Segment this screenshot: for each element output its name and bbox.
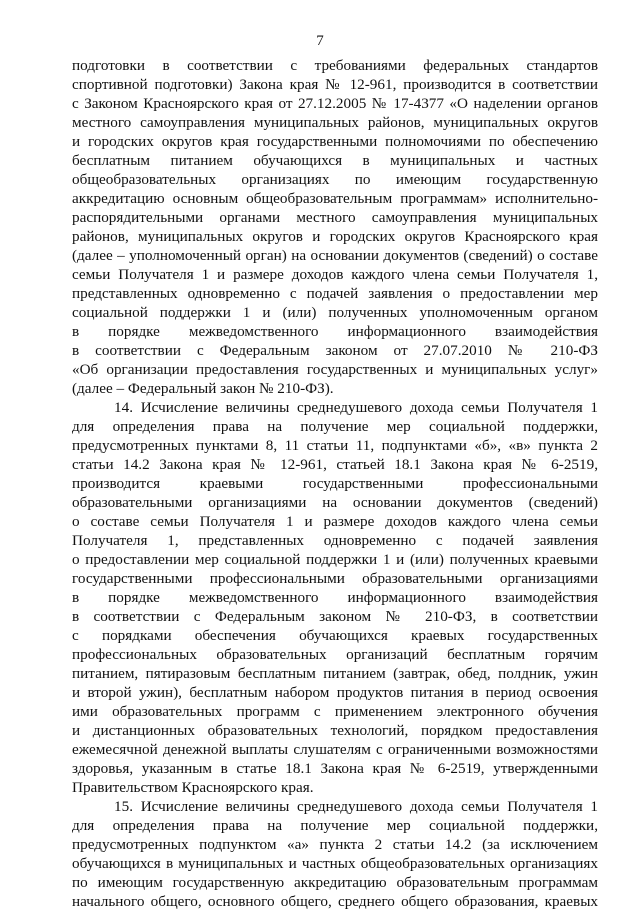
text-line: Получателя 1, представленных одновременно с подачей заявления [72,532,598,549]
text-line: начального общего, основного общего, среднего общего образования, краевых [72,893,598,910]
text-line: спортивной подготовки) Закона края № 12-961, производится в соответствии [72,76,598,93]
text-line: социальной поддержки 1 и (или) полученных уполномоченным органом [72,304,598,321]
text-line: «Об организации предоставления государственных и муниципальных услуг» [72,361,598,378]
text-line: о предоставлении мер социальной поддержки 1 и (или) полученных краевыми [72,551,598,568]
text-line: ежемесячной денежной выплаты слушателям с ограниченными возможностями [72,741,598,758]
text-line: образовательными организациями на основании документов (сведений) [72,494,598,511]
text-line: по имеющим государственную аккредитацию образовательным программам [72,874,598,891]
text-line: 14. Исчисление величины среднедушевого дохода семьи Получателя 1 [114,399,598,416]
text-line: обучающихся в муниципальных и частных общеобразовательных организациях [72,855,598,872]
text-line: общеобразовательных организациях по имеющим государственную [72,171,598,188]
text-line: производится краевыми государственными профессиональными [72,475,598,492]
text-line: питанием, пятиразовым бесплатным питанием (завтрак, обед, полдник, ужин [72,665,598,682]
text-line: с порядками обеспечения обучающихся краевых государственных [72,627,598,644]
text-line: и второй ужин), бесплатным набором продуктов питания в период освоения [72,684,598,701]
text-line: представленных одновременно с подачей заявления о предоставлении мер [72,285,598,302]
text-line: для определения права на получение мер социальной поддержки, [72,418,598,435]
text-line: районов, муниципальных округов и городских округов Красноярского края [72,228,598,245]
text-line: Правительством Красноярского края. [72,779,314,796]
text-line: 15. Исчисление величины среднедушевого дохода семьи Получателя 1 [114,798,598,815]
text-line: (далее – Федеральный закон № 210-ФЗ). [72,380,334,397]
text-line: подготовки в соответствии с требованиями федеральных стандартов [72,57,598,74]
text-line: в порядке межведомственного информационного взаимодействия [72,323,598,340]
text-line: распорядительными органами местного самоуправления муниципальных [72,209,598,226]
text-line: местного самоуправления муниципальных районов, муниципальных округов [72,114,598,131]
text-line: и дистанционных образовательных технологий, порядком предоставления [72,722,598,739]
text-line: предусмотренных подпунктом «а» пункта 2 статьи 14.2 (за исключением [72,836,598,853]
text-line: статьи 14.2 Закона края № 12-961, статьей 18.1 Закона края № 6-2519, [72,456,598,473]
text-line: в порядке межведомственного информационного взаимодействия [72,589,598,606]
text-line: в соответствии с Федеральным законом от 27.07.2010 № 210-ФЗ [72,342,598,359]
text-line: профессиональных образовательных организаций бесплатным горячим [72,646,598,663]
text-line: государственными профессиональными образовательными организациями [72,570,598,587]
text-line: о составе семьи Получателя 1 и размере доходов каждого члена семьи [72,513,598,530]
text-line: предусмотренных пунктами 8, 11 статьи 11, подпунктами «б», «в» пункта 2 [72,437,598,454]
text-line: для определения права на получение мер социальной поддержки, [72,817,598,834]
text-line: аккредитацию основным общеобразовательным программам» исполнительно- [72,190,598,207]
body-text [72,56,598,911]
text-line: (далее – уполномоченный орган) на основании документов (сведений) о составе [72,247,598,264]
page-number: 7 [316,33,324,49]
text-line: здоровья, указанным в статье 18.1 Закона края № 6-2519, утвержденными [72,760,598,777]
text-line: с Законом Красноярского края от 27.12.2005 № 17-4377 «О наделении органов [72,95,598,112]
text-line: и городских округов края государственными полномочиями по обеспечению [72,133,598,150]
text-line: в соответствии с Федеральным законом № 210-ФЗ, в соответствии [72,608,598,625]
text-line: семьи Получателя 1 и размере доходов каждого члена семьи Получателя 1, [72,266,598,283]
text-line: ими образовательных программ с применением электронного обучения [72,703,598,720]
text-line: бесплатным питанием обучающихся в муниципальных и частных [72,152,598,169]
